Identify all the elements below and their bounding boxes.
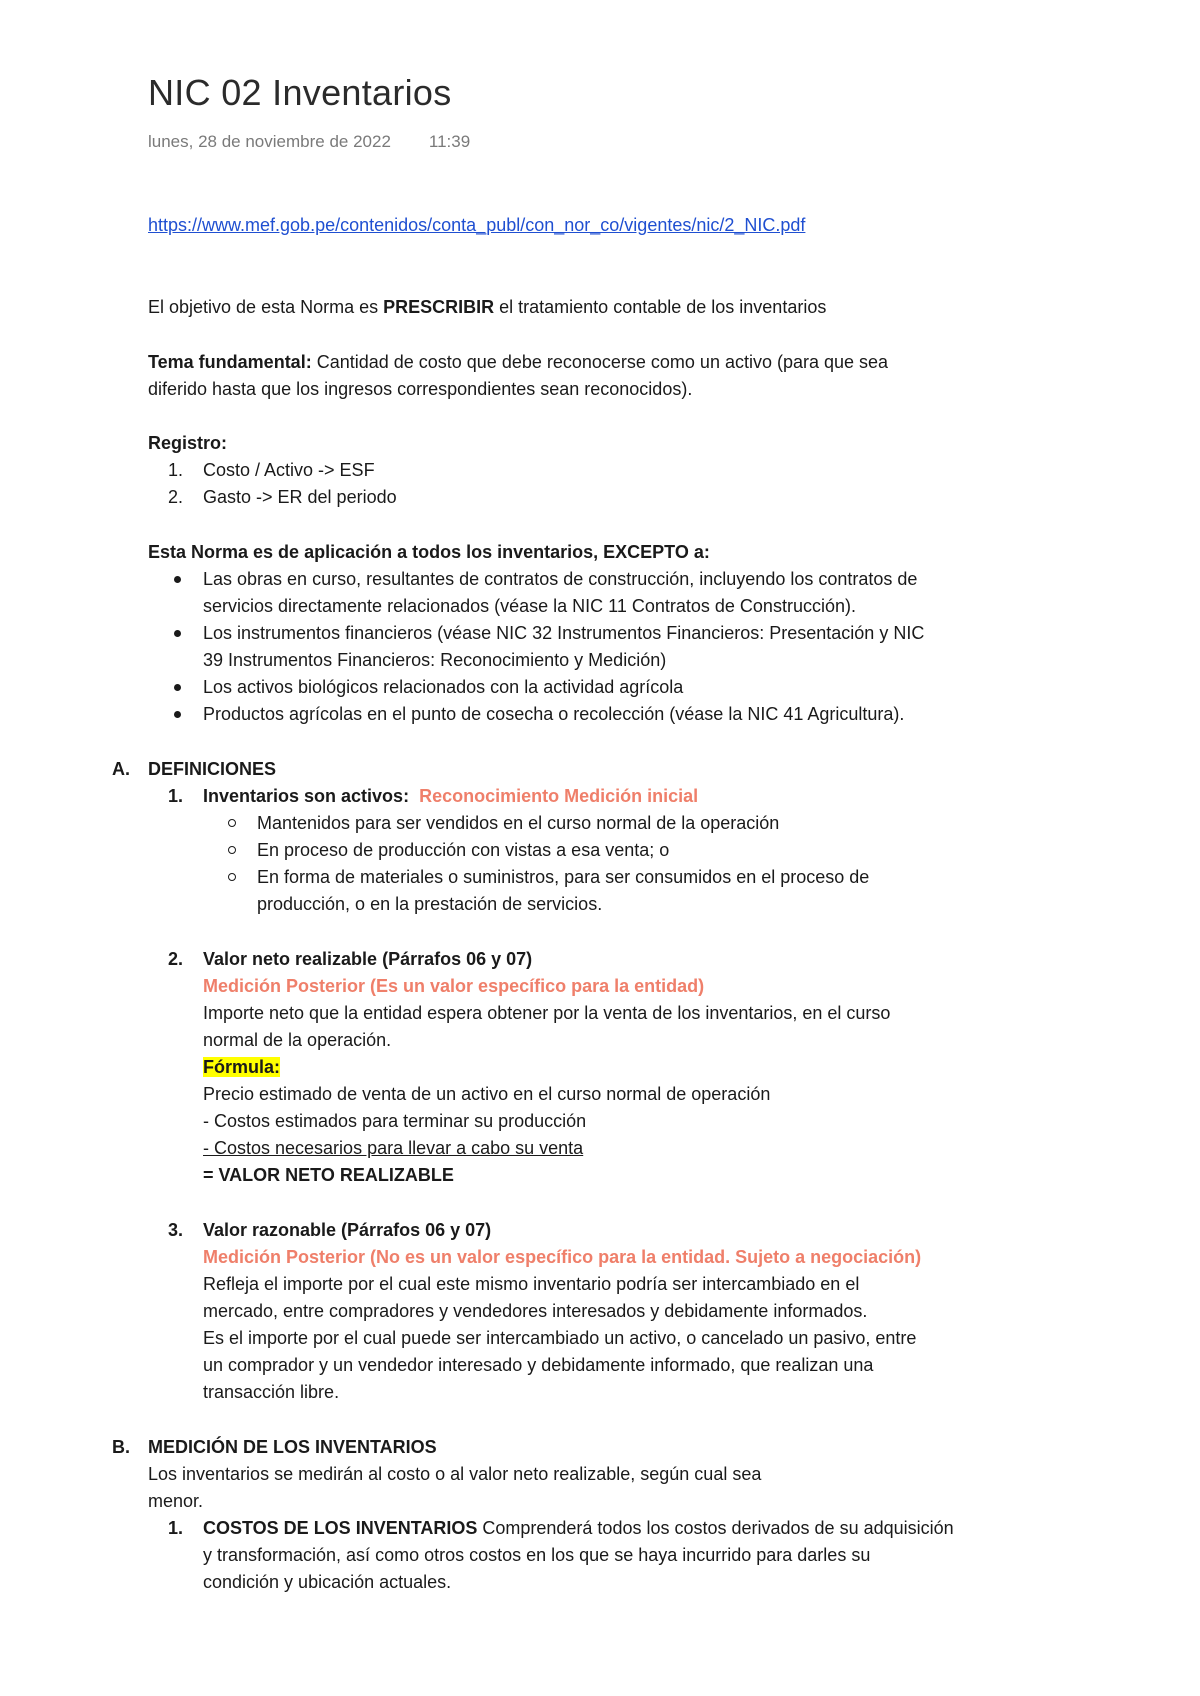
bullet-icon — [174, 576, 181, 583]
list-number: 3. — [168, 1220, 184, 1240]
section-letter: B. — [112, 1437, 130, 1457]
list-item: En forma de materiales o suministros, para ser consumidos en el proceso de — [257, 867, 870, 887]
formula-line: - Costos estimados para terminar su producción — [203, 1111, 587, 1131]
bullet-icon — [228, 846, 236, 854]
formula-result: = VALOR NETO REALIZABLE — [203, 1165, 454, 1185]
note-time: 11:39 — [428, 132, 471, 151]
list-item: Los activos biológicos relacionados con la actividad agrícola — [203, 677, 684, 697]
list-item: Las obras en curso, resultantes de contratos de construcción, incluyendo los contratos de — [203, 569, 918, 589]
exceptions-intro: Esta Norma es de aplicación a todos los inventarios, EXCEPTO a: — [148, 542, 710, 562]
section-letter: A. — [112, 759, 130, 779]
list-item-cont: producción, o en la prestación de servicios. — [257, 894, 603, 914]
note-datetime — [148, 132, 470, 152]
definition-item-1: Inventarios son activos: Reconocimiento Medición inicial — [203, 786, 699, 806]
section-text: Los inventarios se medirán al costo o al valor neto realizable, según cual sea — [148, 1464, 762, 1484]
list-number: 1. — [168, 1518, 184, 1538]
list-item: Costo / Activo -> ESF — [203, 460, 375, 480]
costs-item-line-3: condición y ubicación actuales. — [203, 1572, 452, 1592]
list-number: 2. — [168, 487, 184, 507]
formula-label: Fórmula: — [203, 1057, 281, 1077]
bullet-icon — [174, 630, 181, 637]
list-item: En proceso de producción con vistas a esa venta; o — [257, 840, 670, 860]
bullet-icon — [228, 819, 236, 827]
description-line: un comprador y un vendedor interesado y debidamente informado, que realizan una — [203, 1355, 874, 1375]
bullet-icon — [174, 684, 181, 691]
list-item-cont: servicios directamente relacionados (véase la NIC 11 Contratos de Construcción). — [203, 596, 856, 616]
list-item: Los instrumentos financieros (véase NIC 32 Instrumentos Financieros: Presentación y NIC — [203, 623, 925, 643]
objective-line: El objetivo de esta Norma es PRESCRIBIR el tratamiento contable de los inventarios — [148, 297, 827, 317]
note-date: lunes, 28 de noviembre de 2022 — [148, 132, 391, 151]
list-number: 2. — [168, 949, 184, 969]
definition-item-2: Valor neto realizable (Párrafos 06 y 07) — [203, 949, 533, 969]
bullet-icon — [228, 873, 236, 881]
description-line: mercado, entre compradores y vendedores interesados y debidamente informados. — [203, 1301, 868, 1321]
list-item: Gasto -> ER del periodo — [203, 487, 397, 507]
tema-line-1: Tema fundamental: Cantidad de costo que debe reconocerse como un activo (para que sea — [148, 352, 889, 372]
reference-link[interactable]: https://www.mef.gob.pe/contenidos/conta_publ/con_nor_co/vigentes/nic/2_NIC.pdf — [148, 215, 806, 235]
list-item: Productos agrícolas en el punto de cosecha o recolección (véase la NIC 41 Agricultura). — [203, 704, 905, 724]
description-line: Es el importe por el cual puede ser intercambiado un activo, o cancelado un pasivo, entre — [203, 1328, 917, 1348]
formula-label-line — [203, 1054, 280, 1081]
registro-label: Registro: — [148, 433, 228, 453]
definition-item-3: Valor razonable (Párrafos 06 y 07) — [203, 1220, 492, 1240]
description-line: Importe neto que la entidad espera obtener por la venta de los inventarios, en el curso — [203, 1003, 891, 1023]
list-item-cont: 39 Instrumentos Financieros: Reconocimiento y Medición) — [203, 650, 667, 670]
formula-line: Precio estimado de venta de un activo en el curso normal de operación — [203, 1084, 771, 1104]
reference-link-line — [148, 212, 805, 239]
list-number: 1. — [168, 786, 184, 806]
formula-line: - Costos necesarios para llevar a cabo su venta — [203, 1138, 584, 1158]
costs-item-line-2: y transformación, así como otros costos en los que se haya incurrido para darles su — [203, 1545, 871, 1565]
bullet-icon — [174, 711, 181, 718]
section-text: menor. — [148, 1491, 204, 1511]
description-line: transacción libre. — [203, 1382, 340, 1402]
list-item: Mantenidos para ser vendidos en el curso normal de la operación — [257, 813, 780, 833]
costs-item-line-1: COSTOS DE LOS INVENTARIOS Comprenderá todos los costos derivados de su adquisición — [203, 1518, 954, 1538]
description-line: normal de la operación. — [203, 1030, 392, 1050]
measurement-note: Medición Posterior (Es un valor específico para la entidad) — [203, 976, 705, 996]
description-line: Refleja el importe por el cual este mismo inventario podría ser intercambiado en el — [203, 1274, 860, 1294]
list-number: 1. — [168, 460, 184, 480]
section-title: MEDICIÓN DE LOS INVENTARIOS — [148, 1437, 437, 1457]
measurement-note: Medición Posterior (No es un valor específico para la entidad. Sujeto a negociación) — [203, 1247, 922, 1267]
page-title: NIC 02 Inventarios — [148, 72, 452, 113]
tema-line-2: diferido hasta que los ingresos correspondientes sean reconocidos). — [148, 379, 693, 399]
section-title: DEFINICIONES — [148, 759, 277, 779]
